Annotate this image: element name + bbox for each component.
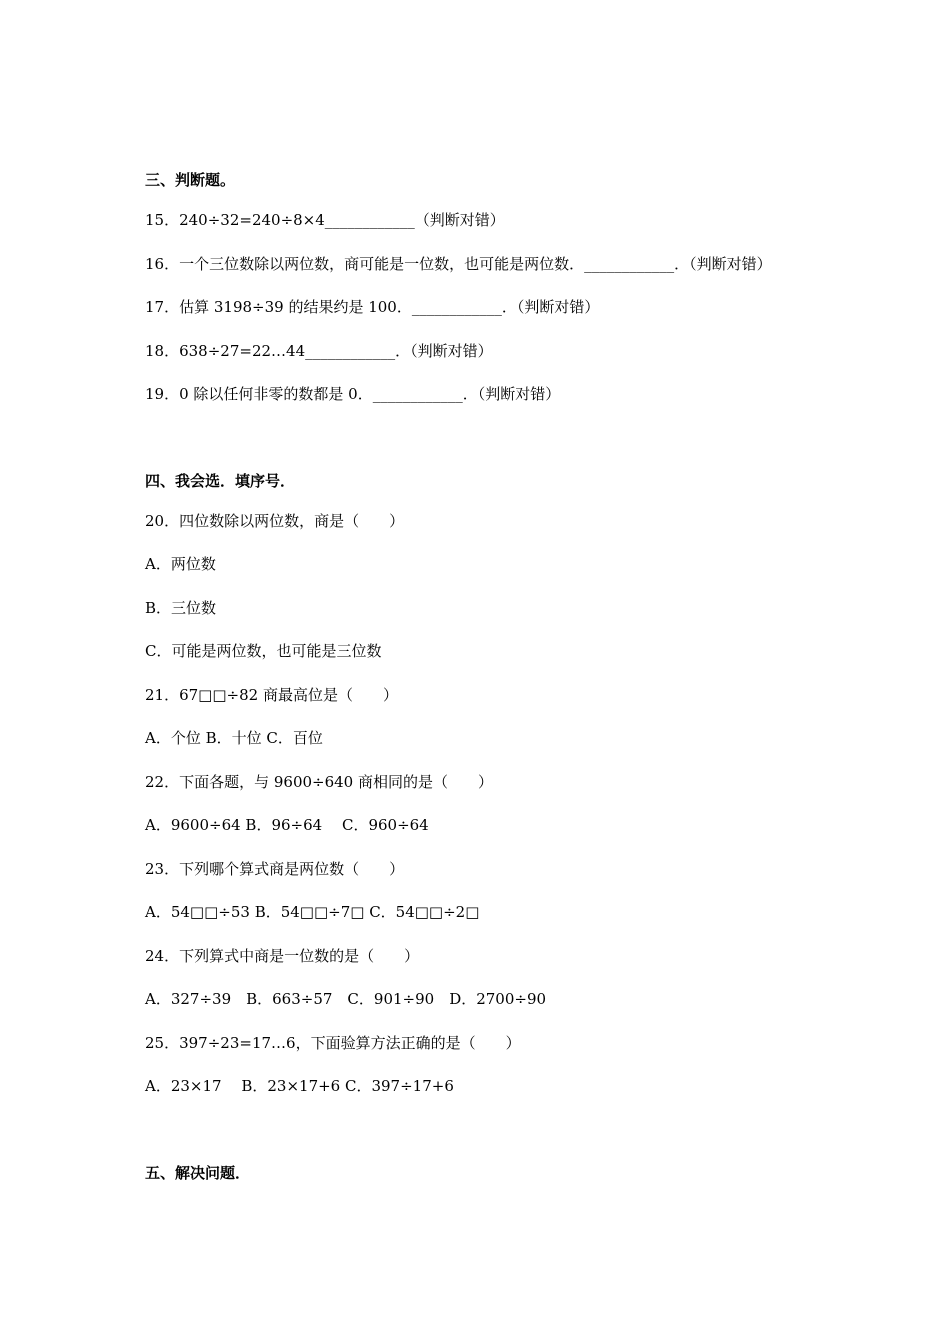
option-line: A．327÷39 B．663÷57 C．901÷90 D．2700÷90 — [145, 990, 547, 1008]
question-24: 24．下列算式中商是一位数的是（ ） — [145, 947, 420, 965]
option-line: B．三位数 — [145, 599, 217, 617]
option-line: A．54□□÷53 B．54□□÷7□ C．54□□÷2□ — [145, 903, 480, 921]
question-22: 22．下面各题，与 9600÷640 商相同的是（ ） — [145, 773, 493, 791]
question-15: 15．240÷32=240÷8×4____________（判断对错） — [145, 211, 505, 229]
question-16: 16．一个三位数除以两位数，商可能是一位数，也可能是两位数．____________．（判断对错） — [145, 255, 772, 273]
section-3-heading: 三、判断题。 — [145, 171, 236, 189]
option-line: A．两位数 — [145, 555, 216, 573]
question-23: 23．下列哪个算式商是两位数（ ） — [145, 860, 405, 878]
section-5-heading: 五、解决问题． — [145, 1164, 251, 1182]
option-line: A．23×17 B．23×17+6 C．397÷17+6 — [145, 1077, 454, 1095]
option-line: A．个位 B．十位 C．百位 — [145, 729, 323, 747]
question-19: 19．0 除以任何非零的数都是 0．____________．（判断对错） — [145, 385, 561, 403]
option-line: A．9600÷64 B．96÷64 C．960÷64 — [145, 816, 429, 834]
option-line: C．可能是两位数，也可能是三位数 — [145, 642, 382, 660]
section-4-heading: 四、我会选．填序号． — [145, 472, 296, 490]
question-17: 17．估算 3198÷39 的结果约是 100．____________．（判断对错） — [145, 298, 600, 316]
question-18: 18．638÷27=22…44____________．（判断对错） — [145, 342, 493, 360]
question-20: 20．四位数除以两位数，商是（ ） — [145, 512, 405, 530]
question-25: 25．397÷23=17…6，下面验算方法正确的是（ ） — [145, 1034, 521, 1052]
question-21: 21．67□□÷82 商最高位是（ ） — [145, 686, 398, 704]
